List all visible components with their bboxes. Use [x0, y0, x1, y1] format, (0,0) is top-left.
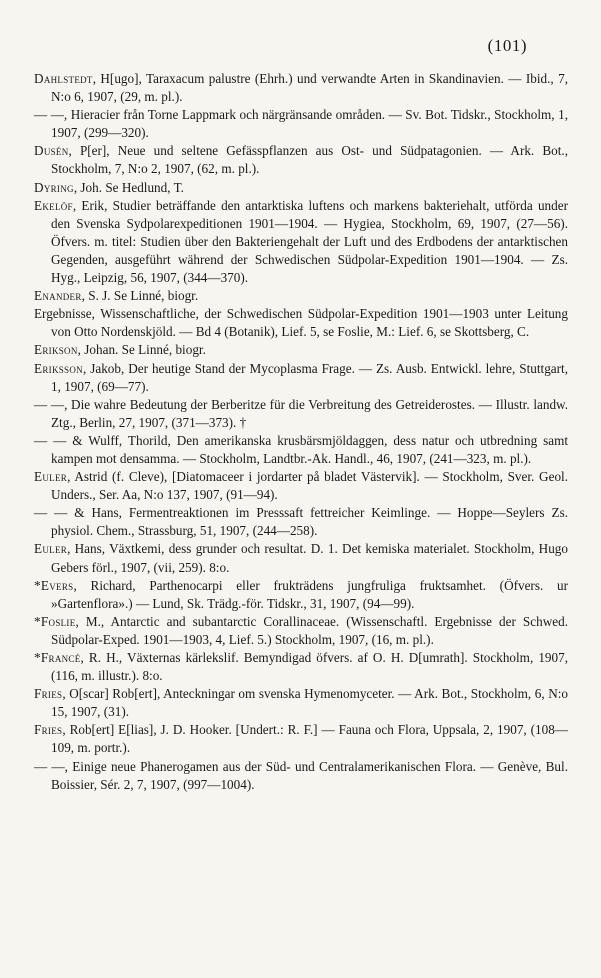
- entry-author: *Francé: [34, 650, 81, 665]
- bibliography-entry: [34, 504, 568, 540]
- bibliography-entry: [34, 360, 568, 396]
- bibliography-entry: [34, 432, 568, 468]
- entry-text: , R. H., Växternas kärlekslif. Bemyndigad öfvers. af O. H. D[umrath]. Stockholm, 1907, (116, m. illustr.). 8:o.: [51, 650, 568, 684]
- entry-text: , M., Antarctic and subantarctic Corallinaceae. (Wissenschaftl. Ergebnisse der Schwed. Südpolar-Exped. 1901—1903, 4, Lief. 5.) Stockholm, 1907, (16, m. pl.).: [51, 613, 568, 647]
- entry-text: , Erik, Studier beträffande den antarktiska luftens och markens bakteriehalt, utförda under den Svenska Sydpolarexpeditionen 1901—1904. — Hygiea, Stockholm, 69, 1907, (27—56). Öfvers. m. titel: Studien über den Bakteriengehalt der Luft und des Erdbodens der antarktischen Gegenden, ausgeführt während der Schwedischen Südpolar-Expedition 1901—1904. — Zs. Hyg., Leipzig, 56, 1907, (344—370).: [51, 197, 568, 286]
- bibliography-entry: [34, 197, 568, 287]
- entry-text: , Joh. Se Hedlund, T.: [73, 179, 184, 195]
- bibliography-entry: [34, 179, 568, 197]
- bibliography-list: [34, 70, 568, 794]
- entry-text: , P[er], Neue und seltene Gefässpflanzen aus Ost- und Südpatagonien. — Ark. Bot., Stockholm, 7, N:o 2, 1907, (62, m. pl.).: [51, 143, 568, 177]
- entry-text: , Jakob, Der heutige Stand der Mycoplasma Frage. — Zs. Ausb. Entwickl. lehre, Stuttgart, 1, 1907, (69—77).: [51, 360, 568, 394]
- entry-text: , Astrid (f. Cleve), [Diatomaceer i jordarter på bladet Västervik]. — Stockholm, Sver. Geol. Unders., Ser. Aa, N:o 137, 1907, (91—94).: [51, 469, 568, 503]
- entry-text: , Richard, Parthenocarpi eller frukträdens jungfruliga fruktsamhet. (Öfvers. ur »Gartenflora».) — Lund, Sk. Trädg.-för. Tidskr., 31, 1907, (94—99).: [51, 577, 568, 611]
- entry-author: Erikson: [34, 342, 78, 358]
- bibliography-entry: [34, 758, 568, 794]
- entry-text: , Johan. Se Linné, biogr.: [77, 342, 206, 358]
- entry-text: , Hans, Växtkemi, dess grunder och resultat. D. 1. Det kemiska materialet. Stockholm, Hugo Gebers förl., 1907, (vii, 259). 8:o.: [51, 541, 568, 575]
- entry-text: , Rob[ert] E[lias], J. D. Hooker. [Undert.: R. F.] — Fauna och Flora, Uppsala, 2, 1907, (108—109, m. portr.).: [51, 722, 568, 756]
- bibliography-entry: [34, 142, 568, 178]
- bibliography-entry: [34, 305, 568, 341]
- entry-author: Fries: [34, 722, 63, 738]
- bibliography-entry: [34, 540, 568, 576]
- entry-text: , H[ugo], Taraxacum palustre (Ehrh.) und verwandte Arten in Skandinavien. — Ibid., 7, N:o 6, 1907, (29, m. pl.).: [51, 71, 568, 105]
- entry-text: — — & Hans, Fermentreaktionen im Presssaft fettreicher Keimlinge. — Hoppe—Seylers Zs. physiol. Chem., Strassburg, 51, 1907, (244—258).: [34, 505, 568, 539]
- page-number: (101): [487, 36, 527, 55]
- bibliography-entry: [34, 468, 568, 504]
- bibliography-entry: [34, 721, 568, 757]
- bibliography-entry: [34, 106, 568, 142]
- entry-text: , S. J. Se Linné, biogr.: [81, 288, 199, 304]
- entry-text: , O[scar] Rob[ert], Anteckningar om svenska Hymenomyceter. — Ark. Bot., Stockholm, 6, N:o 15, 1907, (31).: [51, 686, 568, 720]
- entry-author: Eriksson: [34, 360, 83, 376]
- entry-text: — —, Die wahre Bedeutung der Berberitze für die Verbreitung des Getreiderostes. — Illustr. landw. Ztg., Berlin, 27, 1907, (371—373). †: [34, 396, 568, 430]
- entry-author: Dahlstedt: [34, 71, 93, 86]
- entry-author: Euler: [34, 469, 68, 485]
- entry-author: Fries: [34, 686, 63, 702]
- entry-author: Dusén: [34, 143, 69, 159]
- entry-author: Dyring: [34, 179, 74, 195]
- bibliography-entry: [34, 577, 568, 613]
- bibliography-entry: [34, 396, 568, 432]
- bibliography-entry: [34, 685, 568, 721]
- bibliography-entry: [34, 70, 568, 106]
- bibliography-entry: [34, 649, 568, 685]
- bibliography-entry: [34, 613, 568, 649]
- bibliography-entry: [34, 287, 568, 305]
- entry-text: — —, Einige neue Phanerogamen aus der Süd- und Centralamerikanischen Flora. — Genève, Bul. Boissier, Sér. 2, 7, 1907, (997—1004).: [34, 758, 568, 792]
- entry-author: *Foslie: [34, 613, 76, 629]
- entry-author: Euler: [34, 541, 68, 557]
- entry-text: — — & Wulff, Thorild, Den amerikanska krusbärsmjöldaggen, dess natur och utbredning samt kampen mot densamma. — Stockholm, Landtbr.-Ak. Handl., 46, 1907, (241—323, m. pl.).: [34, 432, 568, 466]
- bibliography-entry: [34, 341, 568, 359]
- entry-text: — —, Hieracier från Torne Lappmark och närgränsande områden. — Sv. Bot. Tidskr., Stockholm, 1, 1907, (299—320).: [34, 107, 568, 141]
- entry-author: Ekelöf: [34, 197, 73, 213]
- entry-author: *Evers: [34, 577, 74, 593]
- entry-author: Enander: [34, 288, 82, 304]
- entry-text: Ergebnisse, Wissenschaftliche, der Schwedischen Südpolar-Expedition 1901—1903 unter Leitung von Otto Nordenskjöld. — Bd 4 (Botanik), Lief. 5, se Foslie, M.: Lief. 6, se Skottsberg, C.: [34, 306, 568, 340]
